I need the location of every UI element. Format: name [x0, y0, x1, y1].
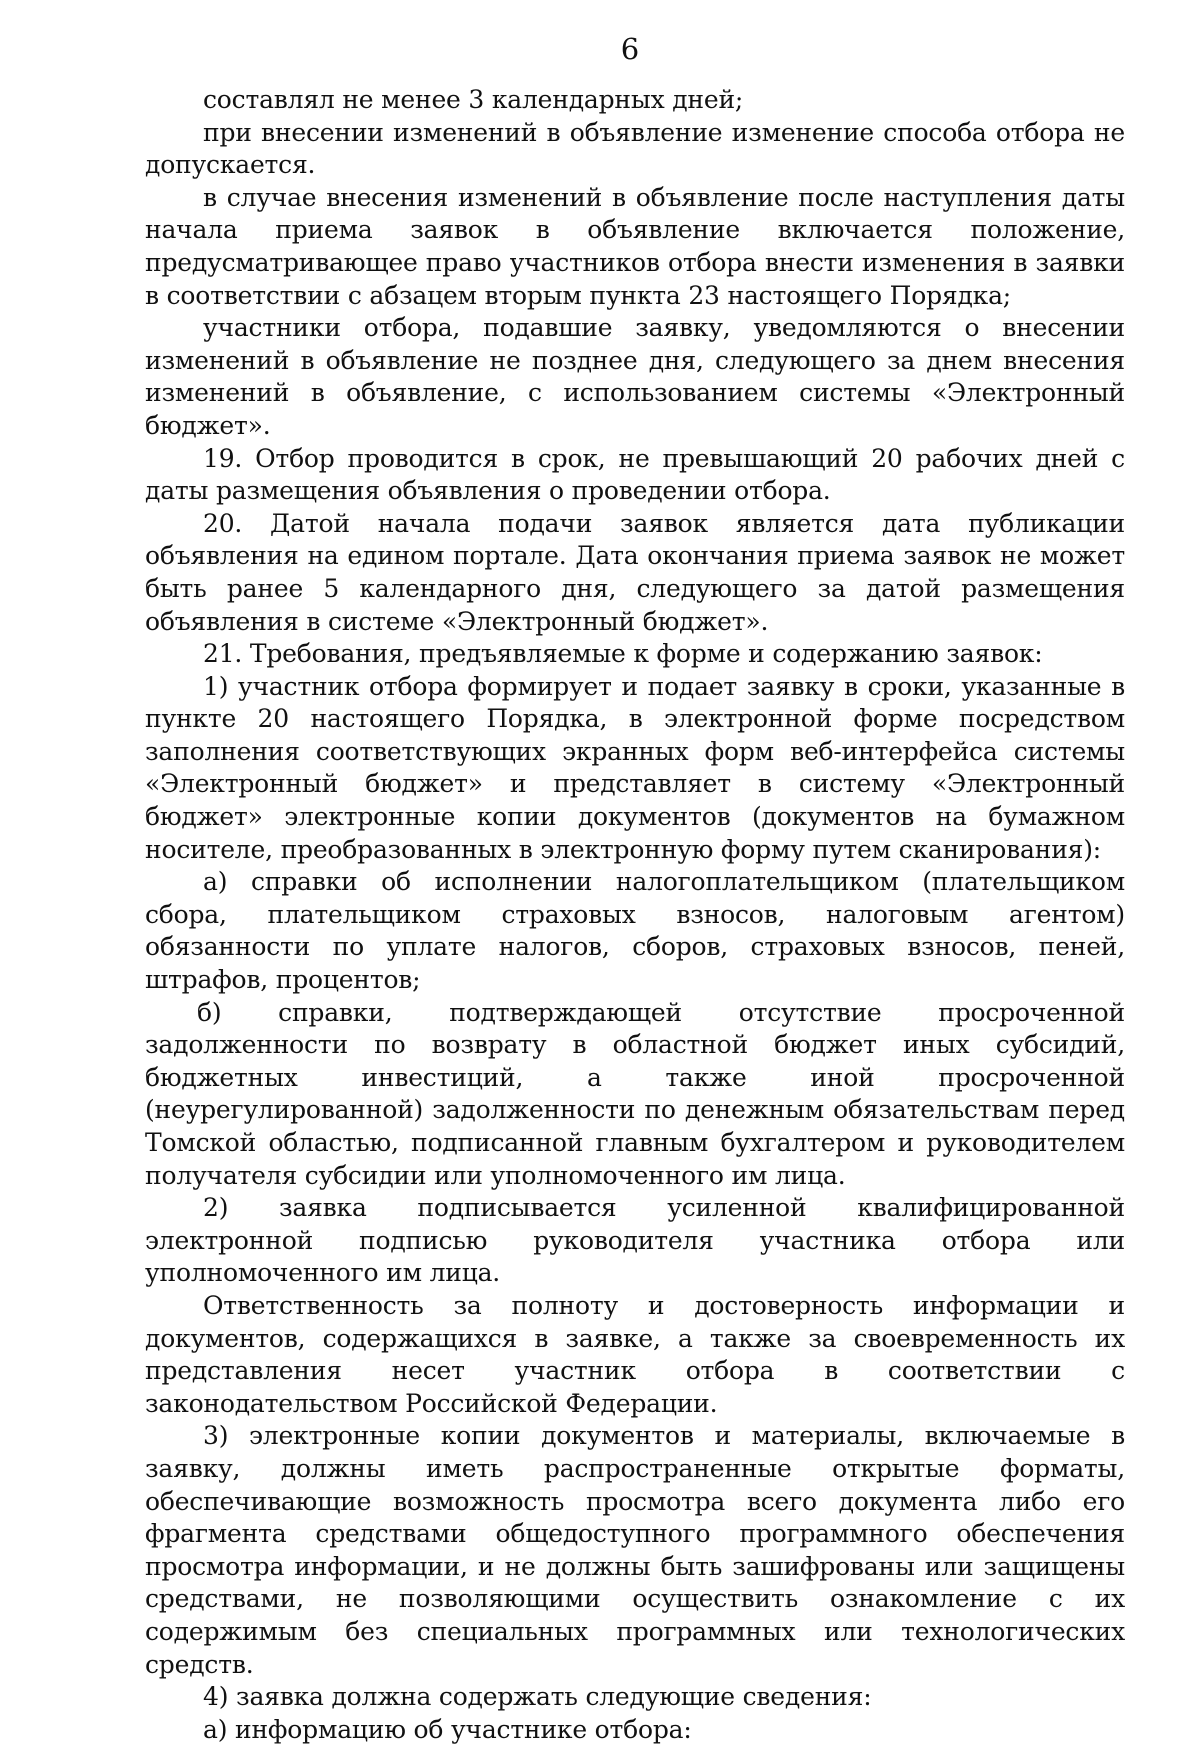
paragraph-item-21-4-a: а) информацию об участнике отбора: [203, 1714, 692, 1744]
paragraph-notice-duration: составлял не менее 3 календарных дней; [203, 85, 744, 114]
paragraph-item-21-1-b: б) справки, подтверждающей отсутствие просроченной задолженности по возврату в областной бюджет иных субсидий, бюджетных инвестиций, а также иной просроченной (неурегулированной) задолженности по денежным обязательствам перед Томской областью, подписанной главным бухгалтером и руководителем получателя субсидии или уполномоченного им лица. [145, 997, 1125, 1190]
paragraph-responsibility: Ответственность за полноту и достоверность информации и документов, содержащихся в заявке, а также за своевременность их представления несет участник отбора в соответствии с законодательством Российской Федерации. [145, 1290, 1125, 1418]
paragraph-item-21-1-a: а) справки об исполнении налогоплательщиком (плательщиком сбора, плательщиком страховых взносов, налоговым агентом) обязанности по уплате налогов, сборов, страховых взносов, пеней, штрафов, процентов; [145, 867, 1125, 995]
paragraph-item-19: 19. Отбор проводится в срок, не превышающий 20 рабочих дней с даты размещения объявления о проведении отбора. [145, 443, 1125, 506]
paragraph-item-21-4: 4) заявка должна содержать следующие сведения: [203, 1682, 872, 1712]
paragraph-item-21-1: 1) участник отбора формирует и подает заявку в сроки, указанные в пункте 20 настоящего Порядка, в электронной форме посредством заполнения соответствующих экранных форм веб-интерфейса системы «Электронный бюджет» и представляет в систему «Электронный бюджет» электронные копии документов (документов на бумажном носителе, преобразованных в электронную форму путем сканирования): [145, 671, 1125, 864]
paragraph-selection-method-change: при внесении изменений в объявление изменение способа отбора не допускается. [145, 117, 1125, 180]
paragraph-item-21-3: 3) электронные копии документов и материалы, включаемые в заявку, должны иметь распространенные открытые форматы, обеспечивающие возможность просмотра всего документа либо его фрагмента средствами общедоступного программного обеспечения просмотра информации, и не должны быть зашифрованы или защищены средствами, не позволяющими осуществить ознакомление с их содержимым без специальных программных или технологических средств. [145, 1421, 1125, 1679]
document-body [145, 84, 1125, 1746]
paragraph-item-21-2: 2) заявка подписывается усиленной квалифицированной электронной подписью руководителя участника отбора или уполномоченного им лица. [145, 1193, 1125, 1288]
paragraph-item-21: 21. Требования, предъявляемые к форме и содержанию заявок: [203, 639, 1043, 669]
paragraph-participants-notified: участники отбора, подавшие заявку, уведомляются о внесении изменений в объявление не позднее дня, следующего за днем внесения изменений в объявление, с использованием системы «Электронный бюджет». [145, 313, 1125, 440]
paragraph-item-20: 20. Датой начала подачи заявок является дата публикации объявления на едином портале. Дата окончания приема заявок не может быть ранее 5 календарного дня, следующего за датой размещения объявления в системе «Электронный бюджет». [145, 508, 1125, 636]
paragraph-notice-changes-after-start: в случае внесения изменений в объявление после наступления даты начала приема заявок в объявление включается положение, предусматривающее право участников отбора внести изменения в заявки в соответствии с абзацем вторым пункта 23 настоящего Порядка; [145, 182, 1125, 310]
page-number: 6 [620, 32, 640, 66]
